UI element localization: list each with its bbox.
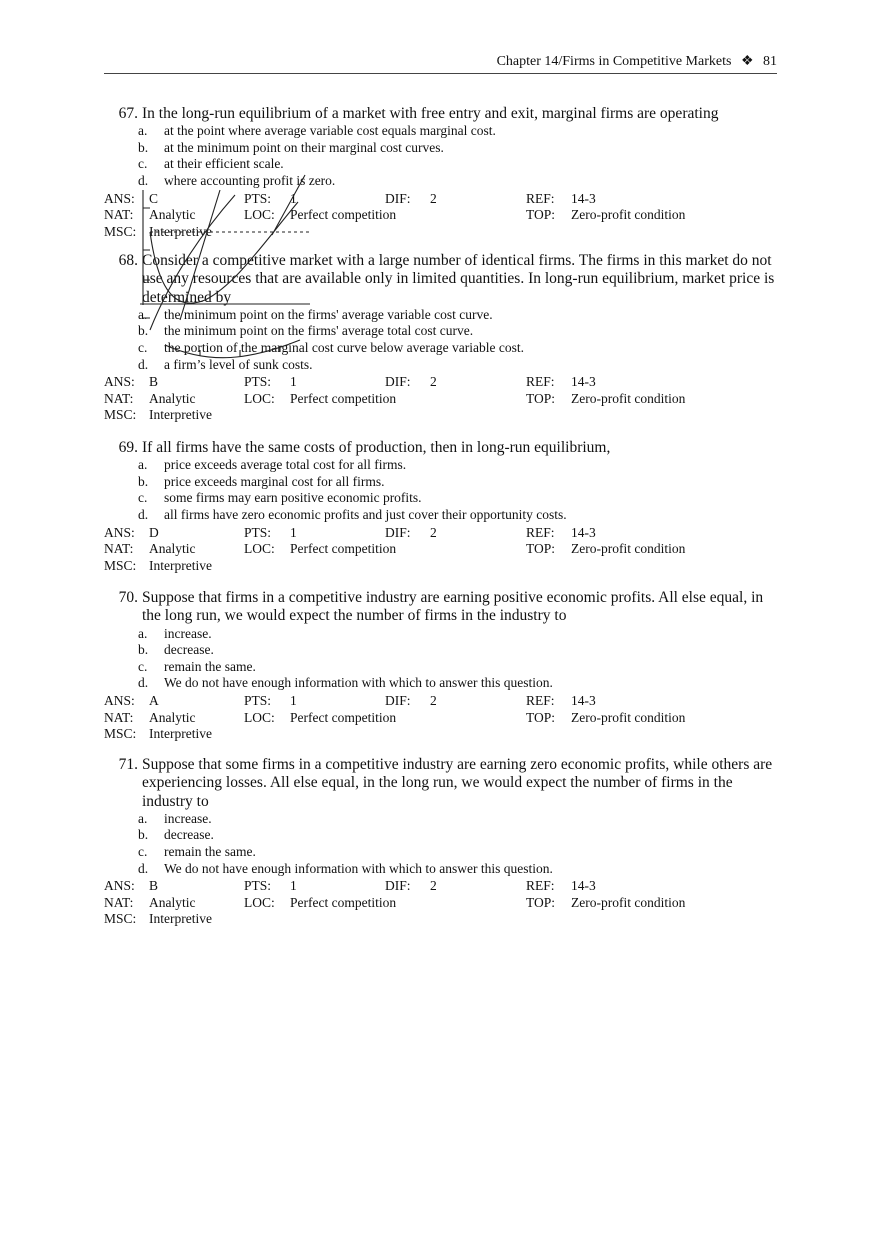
option-2	[138, 844, 780, 861]
question-number: 70.	[118, 589, 138, 606]
option-list	[138, 626, 780, 692]
nat-label: NAT:	[104, 207, 134, 223]
option-letter: a.	[138, 625, 148, 641]
option-text: We do not have enough information with which to answer this question.	[164, 675, 553, 691]
option-1	[138, 140, 780, 157]
option-2	[138, 490, 780, 507]
option-text: price exceeds average total cost for all firms.	[164, 457, 407, 473]
loc-value: Perfect competition	[290, 207, 397, 223]
pts-value: 1	[290, 190, 297, 206]
ref-label: REF:	[526, 878, 555, 894]
option-0	[138, 811, 780, 828]
ref-label: REF:	[526, 692, 555, 708]
ref-label: REF:	[526, 190, 555, 206]
dif-label: DIF:	[385, 374, 411, 390]
question-stem: Suppose that some firms in a competitive industry are earning zero economic profits, while others are experiencing losses. All else equal, in the long run, we would expect the number of firms in the industry to	[142, 756, 773, 810]
option-list	[138, 307, 780, 373]
ref-value: 14-3	[571, 878, 596, 894]
dif-label: DIF:	[385, 190, 411, 206]
ans-value: B	[149, 374, 159, 390]
option-text: decrease.	[164, 642, 214, 658]
top-value: Zero-profit condition	[571, 207, 686, 223]
loc-label: LOC:	[244, 709, 275, 725]
question-stem: Consider a competitive market with a large number of identical firms. The firms in this market do not use any resources that are available only in limited quantities. In long-run equilibrium, market price is determined by	[142, 252, 775, 306]
option-letter: d.	[138, 860, 149, 876]
question-stem: Suppose that firms in a competitive industry are earning positive economic profits. All else equal, in the long run, we would expect the number of firms in the industry to	[142, 589, 764, 625]
option-letter: a.	[138, 457, 148, 473]
ans-value: C	[149, 190, 159, 206]
dif-label: DIF:	[385, 692, 411, 708]
option-1	[138, 827, 780, 844]
option-1	[138, 323, 780, 340]
question-stem: In the long-run equilibrium of a market with free entry and exit, marginal firms are operating	[142, 105, 719, 122]
nat-value: Analytic	[149, 207, 196, 223]
ans-value: D	[149, 524, 159, 540]
ans-label: ANS:	[104, 878, 135, 894]
option-text: all firms have zero economic profits and just cover their opportunity costs.	[164, 507, 567, 523]
ans-label: ANS:	[104, 190, 135, 206]
option-letter: d.	[138, 675, 149, 691]
top-label: TOP:	[526, 709, 556, 725]
option-0	[138, 626, 780, 643]
option-text: decrease.	[164, 827, 214, 843]
option-text: remain the same.	[164, 658, 256, 674]
top-label: TOP:	[526, 541, 556, 557]
answer-metadata	[104, 191, 780, 241]
option-letter: d.	[138, 356, 149, 372]
ref-value: 14-3	[571, 692, 596, 708]
option-2	[138, 340, 780, 357]
option-text: increase.	[164, 810, 212, 826]
msc-value: Interpretive	[149, 223, 212, 239]
question-70	[104, 589, 780, 743]
top-label: TOP:	[526, 390, 556, 406]
option-letter: c.	[138, 340, 148, 356]
question-69	[104, 439, 780, 574]
option-letter: d.	[138, 507, 149, 523]
ref-label: REF:	[526, 374, 555, 390]
option-text: some firms may earn positive economic profits.	[164, 490, 422, 506]
page-number: 81	[763, 54, 777, 69]
answer-metadata	[104, 693, 780, 743]
ref-value: 14-3	[571, 374, 596, 390]
ref-label: REF:	[526, 524, 555, 540]
option-0	[138, 307, 780, 324]
pts-label: PTS:	[244, 374, 272, 390]
loc-value: Perfect competition	[290, 709, 397, 725]
option-list	[138, 123, 780, 189]
top-value: Zero-profit condition	[571, 709, 686, 725]
msc-label: MSC:	[104, 911, 137, 927]
loc-value: Perfect competition	[290, 894, 397, 910]
option-text: the minimum point on the firms' average total cost curve.	[164, 323, 474, 339]
question-stem: If all firms have the same costs of production, then in long-run equilibrium,	[142, 439, 611, 456]
option-2	[138, 156, 780, 173]
nat-label: NAT:	[104, 894, 134, 910]
option-0	[138, 457, 780, 474]
option-text: remain the same.	[164, 844, 256, 860]
option-text: at their efficient scale.	[164, 156, 284, 172]
option-text: price exceeds marginal cost for all firms.	[164, 473, 385, 489]
pts-label: PTS:	[244, 524, 272, 540]
option-letter: c.	[138, 658, 148, 674]
loc-label: LOC:	[244, 207, 275, 223]
msc-label: MSC:	[104, 557, 137, 573]
ans-value: A	[149, 692, 159, 708]
option-text: the portion of the marginal cost curve below average variable cost.	[164, 340, 524, 356]
question-number: 68.	[118, 252, 138, 269]
top-value: Zero-profit condition	[571, 541, 686, 557]
option-letter: d.	[138, 173, 149, 189]
ans-label: ANS:	[104, 692, 135, 708]
option-3	[138, 861, 780, 878]
option-letter: c.	[138, 156, 148, 172]
option-letter: c.	[138, 490, 148, 506]
dif-value: 2	[430, 374, 437, 390]
pts-label: PTS:	[244, 878, 272, 894]
option-3	[138, 357, 780, 374]
ans-label: ANS:	[104, 374, 135, 390]
pts-value: 1	[290, 878, 297, 894]
nat-value: Analytic	[149, 541, 196, 557]
dif-value: 2	[430, 692, 437, 708]
nat-label: NAT:	[104, 541, 134, 557]
answer-metadata	[104, 525, 780, 575]
option-letter: b.	[138, 642, 149, 658]
top-value: Zero-profit condition	[571, 390, 686, 406]
loc-value: Perfect competition	[290, 390, 397, 406]
loc-label: LOC:	[244, 541, 275, 557]
option-3	[138, 507, 780, 524]
option-2	[138, 659, 780, 676]
pts-label: PTS:	[244, 692, 272, 708]
option-1	[138, 642, 780, 659]
nat-value: Analytic	[149, 709, 196, 725]
answer-metadata	[104, 878, 780, 928]
loc-label: LOC:	[244, 390, 275, 406]
option-list	[138, 811, 780, 877]
question-68	[104, 252, 780, 424]
option-letter: a.	[138, 306, 148, 322]
pts-value: 1	[290, 374, 297, 390]
option-text: the minimum point on the firms' average variable cost curve.	[164, 306, 493, 322]
option-text: a firm’s level of sunk costs.	[164, 356, 313, 372]
answer-metadata	[104, 374, 780, 424]
top-label: TOP:	[526, 894, 556, 910]
nat-label: NAT:	[104, 709, 134, 725]
nat-value: Analytic	[149, 894, 196, 910]
option-letter: a.	[138, 123, 148, 139]
pts-value: 1	[290, 524, 297, 540]
option-letter: b.	[138, 139, 149, 155]
dif-value: 2	[430, 878, 437, 894]
question-number: 67.	[118, 105, 138, 122]
ref-value: 14-3	[571, 524, 596, 540]
top-value: Zero-profit condition	[571, 894, 686, 910]
ans-label: ANS:	[104, 524, 135, 540]
dif-value: 2	[430, 190, 437, 206]
option-letter: a.	[138, 810, 148, 826]
question-number: 69.	[118, 439, 138, 456]
msc-value: Interpretive	[149, 557, 212, 573]
option-text: increase.	[164, 625, 212, 641]
diamond-icon: ❖	[740, 54, 754, 69]
msc-label: MSC:	[104, 726, 137, 742]
dif-value: 2	[430, 524, 437, 540]
question-71	[104, 756, 780, 928]
msc-label: MSC:	[104, 407, 137, 423]
dif-label: DIF:	[385, 524, 411, 540]
option-letter: c.	[138, 844, 148, 860]
option-letter: b.	[138, 827, 149, 843]
loc-label: LOC:	[244, 894, 275, 910]
option-letter: b.	[138, 323, 149, 339]
question-67	[104, 105, 780, 240]
dif-label: DIF:	[385, 878, 411, 894]
option-0	[138, 123, 780, 140]
page-header	[104, 53, 777, 74]
ans-value: B	[149, 878, 159, 894]
chapter-title: Chapter 14/Firms in Competitive Markets	[496, 54, 732, 69]
msc-value: Interpretive	[149, 911, 212, 927]
option-text: at the point where average variable cost equals marginal cost.	[164, 123, 496, 139]
option-3	[138, 173, 780, 190]
loc-value: Perfect competition	[290, 541, 397, 557]
option-text: at the minimum point on their marginal cost curves.	[164, 139, 444, 155]
option-list	[138, 457, 780, 523]
nat-value: Analytic	[149, 390, 196, 406]
option-text: where accounting profit is zero.	[164, 173, 336, 189]
pts-value: 1	[290, 692, 297, 708]
msc-label: MSC:	[104, 223, 137, 239]
question-number: 71.	[118, 756, 138, 773]
top-label: TOP:	[526, 207, 556, 223]
msc-value: Interpretive	[149, 726, 212, 742]
msc-value: Interpretive	[149, 407, 212, 423]
option-3	[138, 675, 780, 692]
ref-value: 14-3	[571, 190, 596, 206]
option-1	[138, 474, 780, 491]
option-text: We do not have enough information with which to answer this question.	[164, 860, 553, 876]
option-letter: b.	[138, 473, 149, 489]
pts-label: PTS:	[244, 190, 272, 206]
nat-label: NAT:	[104, 390, 134, 406]
